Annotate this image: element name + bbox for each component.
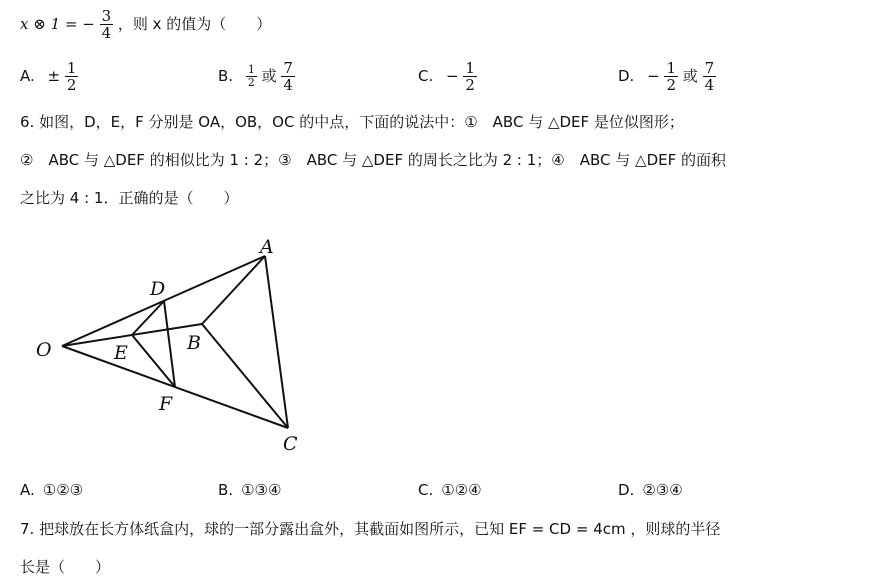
- q6-line-2: ② ABC 与 △DEF 的相似比为 1 : 2；③ ABC 与 △DEF 的周长之比为 2 : 1；④ ABC 与 △DEF 的面积: [20, 151, 727, 169]
- label-A: A: [260, 236, 274, 258]
- q6-option-d[interactable]: D. ②③④: [618, 481, 683, 499]
- label-O: O: [36, 339, 52, 361]
- q5-option-b[interactable]: B. $\frac{1}{2}$ 或 $\frac{7}{4}$: [218, 59, 293, 94]
- q5-option-d[interactable]: D. − $\frac{1}{2}$ 或 $\frac{7}{4}$: [618, 59, 715, 94]
- q6-option-a[interactable]: A. ①②③: [20, 481, 84, 499]
- label-B: B: [187, 332, 201, 354]
- label-F: F: [159, 393, 173, 415]
- q5-option-a[interactable]: A. ± $\frac{1}{2}$: [20, 59, 77, 94]
- q6-line-3: 之比为 4 : 1．正确的是（ ）: [20, 189, 239, 207]
- q6-line-1: 6. 如图，D，E，F 分别是 OA，OB，OC 的中点，下面的说法中：① ABC 与 △DEF 是位似图形；: [20, 113, 684, 131]
- q5-stem-fraction: $\frac{3}{4}$: [101, 7, 112, 42]
- q6-triangle-figure: [0, 232, 320, 462]
- q6-option-c[interactable]: C. ①②④: [418, 481, 482, 499]
- segment-AC: [265, 256, 288, 428]
- segment-DF: [164, 301, 175, 387]
- segment-AB: [202, 256, 265, 324]
- label-E: E: [114, 342, 128, 364]
- q5-stem-expr: x ⊗ 1 = −: [20, 15, 95, 33]
- q7-line-1: 7. 把球放在长方体纸盒内，球的一部分露出盒外，其截面如图所示，已知 EF = CD = 4cm ，则球的半径: [20, 520, 721, 538]
- q7-line-2: 长是（ ）: [20, 558, 111, 576]
- q5-option-c[interactable]: C. − $\frac{1}{2}$: [418, 59, 475, 94]
- q5-stem: [20, 8, 271, 41]
- label-D: D: [150, 278, 166, 300]
- label-C: C: [283, 433, 298, 455]
- q6-option-b[interactable]: B. ①③④: [218, 481, 282, 499]
- q5-stem-tail: ，则 x 的值为（ ）: [117, 15, 272, 33]
